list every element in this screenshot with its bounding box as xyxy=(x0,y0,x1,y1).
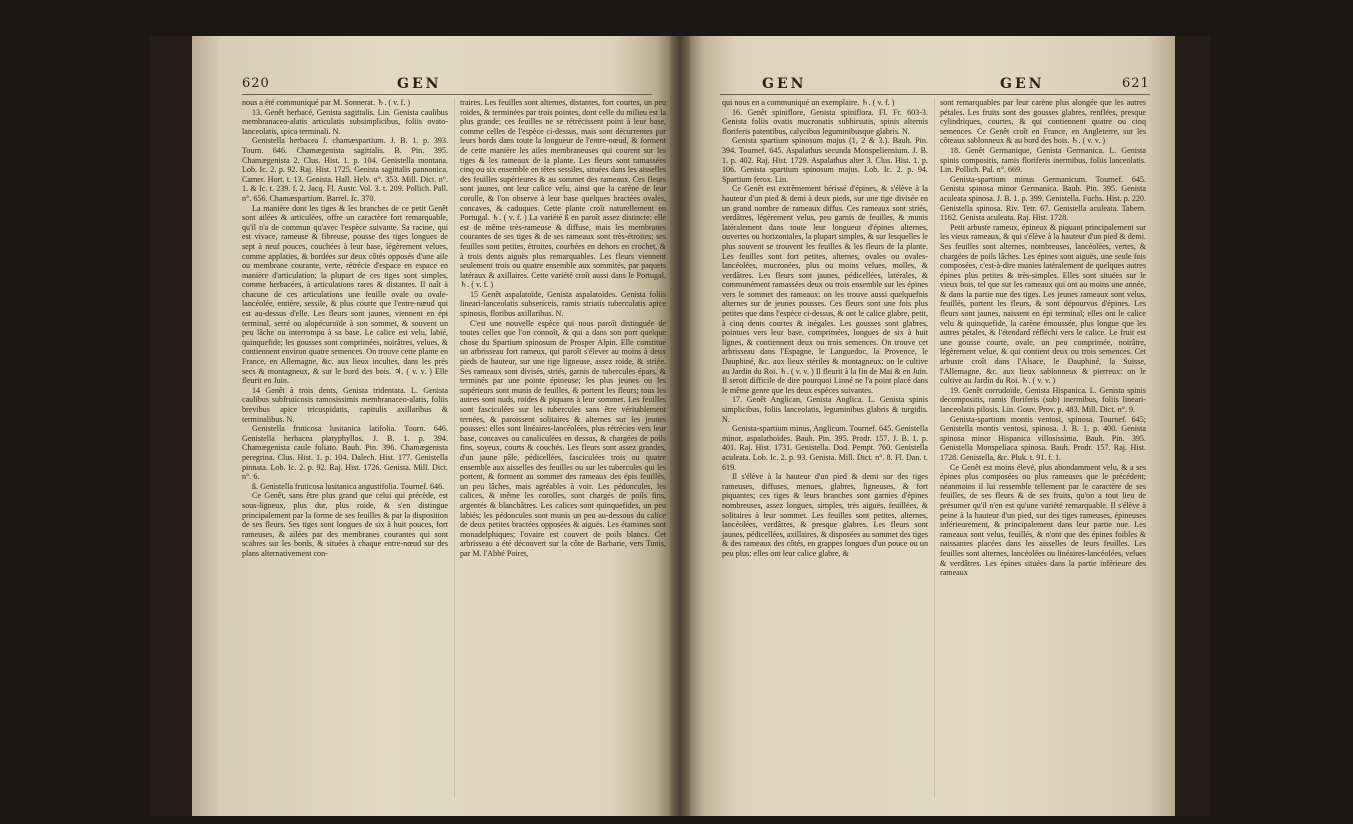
column-divider xyxy=(454,98,455,798)
paragraph: Il s'élève à la hauteur d'un pied & demi sur des tiges rameuses, diffuses, menues, glabres, ligneuses, & fort piquantes; ces tiges & leurs branches sont garnies d'épines nombreuses, assez longues, simples, très aiguës, feuillées, & solitaires à leur sommet. Les feuilles sont petites, alternes, lancéolées, verdâtres, & presque glabres. Les fleurs sont jaunes, pédicellées, axillaires, & disposées au sommet des tiges & des rameaux des côtés, en grappes longues d'un pouce ou un peu plus: elles ont leur calice glabre, & xyxy=(722,472,928,558)
paragraph: Genista-spartium minus Germanicum. Tournef. 645. Genista spinosa minor Germanica. Bauh. Pin. 395. Genista aculeata spinosa. J. B. 1. p. 399. Genistella. Fuchs. Hist. p. 220. Genistella spinosa. Riv. Tetr. 67. Genistella aculeata. Tabern. 1162. Genista aculeata. Raj. Hist. 1728. xyxy=(940,174,1146,223)
right-column-2 xyxy=(940,98,1146,578)
column-divider xyxy=(934,98,935,798)
paragraph: traires. Les feuilles sont alternes, distantes, fort courtes, un peu roides, & terminées par trois pointes, dont celle du milieu est la plus grande; ces feuilles ne se rétrécissent point à leur base, comme celles de l'espèce ci-dessus, mais sont décurrentes par leurs bords dans toute la longueur de l'entre-nœud, & forment de cette manière les ailes membraneuses qui courent sur les tiges & les rameaux de la plante. Les fleurs sont ramassées cinq ou six ensemble en têtes sessiles, situées dans les aisselles des feuilles supérieures & au sommet des rameaux. Ces fleurs sont jaunes, ont leur calice velu, ainsi que la carène de leur corolle, & l'on observe à leur base quelques bractées ovales, concaves, & caduques. Cette plante croît naturellement en Portugal. ♄. ( v. f. ) La variété ß en paroît assez distincte: elle est de même très-rameuse & diffuse, mais les membranes courantes de ses tiges & de ses rameaux sont très-étroites; ses feuilles sont petites, étroites, courbées en dehors en crochet, & à trois dents aiguës plus remarquables. Les fleurs viennent seulement trois ou quatre ensemble aux sommités, par paquets latéraux & axillaires. Cette variété croît aussi dans le Portugal. ♄. ( v. f. ) xyxy=(460,98,666,290)
paragraph: La manière dont les tiges & les branches de ce petit Genêt sont ailées & articulées, offre un caractère fort remarquable, qu'il n'a de commun qu'avec l'espèce suivante. Sa racine, qui est vivace, rameuse & fibreuse, pousse des tiges longues de sept à neuf pouces, couchées à leur base, légèrement velues, comme applaties, & bordées sur deux côtés opposés d'une aile ou membrane courante, verte, rétrécie d'espace en espace en manière d'articulation; la plupart de ces tiges sont simples, comme herbacées, à articulations rares & distantes. Il naît à chacune de ces articulations une feuille ovale ou ovale-lancéolée, entière, sessile, & plus courte que l'entre-nœud qui est au-dessus d'elle. Les fleurs sont jaunes, viennent en épi terminal, serré ou alopécuroïde à son sommet, & souvent un peu lâche ou interrompu à sa base. Le calice est velu, labié, quinquefide; les gousses sont comprimées, noirâtres, velues, & contiennent environ quatre semences. On trouve cette plante en France, en Allemagne, &c. aux lieux incultes, dans les prés secs & montagneux, & sur le bord des bois. ♃. ( v. v. ) Elle fleurit en Juin. xyxy=(242,203,448,386)
paragraph: Genista spartium spinosum majus (1, 2 & 3.). Bauh. Pin. 394. Tournef. 645. Aspalathus secunda Monspeliensium. J. B. 1. p. 402. Raj. Hist. 1729. Aspalathus alter 3. Clus. Hist. 1. p. 106. Genista spartium spinosum majus. Lob. Ic. 2. p. 94. Spartium ferox. Lin. xyxy=(722,136,928,184)
paragraph: 16. Genêt spiniflore, Genista spiniflora. Fl. Fr. 603-3. Genista foliis ovatis mucronatis subhirsutis, spinis alternis floriferis patentibus, calycibus leguminibusque glabris. N. xyxy=(722,107,928,136)
paragraph: qui nous en a communiqué un exemplaire. ♄. ( v. f. ) xyxy=(722,98,895,107)
paragraph: ß. Genistella fruticosa lusitanica angustifolia. Tournef. 646. xyxy=(252,481,445,491)
paragraph: Genistella fruticosa lusitanica latifolia. Tourn. 646. Genistella herbacea platyphyllos. J. B. 1. p. 394. Chamægenista caule foliato. Bauh. Pin. 396. Chamægenista peregrina. Clus. Hist. 1. p. 104. Dalech. Hist. 177. Genistella pinnata. Lob. Ic. 2. p. 92. Raj. Hist. 1726. Genista. Mill. Dict. n°. 6. xyxy=(242,424,448,482)
left-page-number: 620 xyxy=(242,76,270,91)
left-page xyxy=(192,36,670,816)
right-running-head-1: GEN xyxy=(762,76,807,92)
paragraph: 18. Genêt Germanique, Genista Germanica. L. Genista spinis compositis, ramis floriferis inermibus, foliis lanceolatis. Lin. Pollich. Pal. n°. 669. xyxy=(940,145,1146,175)
header-rule xyxy=(720,94,1150,95)
open-book xyxy=(150,36,1210,816)
paragraph: 14 Genêt à trois dents, Genista tridentata. L. Genista caulibus subfruticosis ramosissimis membranaceo-alatis, foliis brevibus apice tricuspidatis, capitulis axillaribus & terminalibus. N. xyxy=(242,385,448,424)
right-running-head-2: GEN xyxy=(1000,76,1045,92)
book-gutter xyxy=(670,36,690,816)
paragraph: Genistella herbacea f. chamæspartium. J. B. 1. p. 393. Tourn. 646. Chamægenista sagittalis. B. Pin. 395. Chamægenista 2. Clus. Hist. 1. p. 104. Genistella montana. Lob. Ic. 2. p. 92. Raj. Hist. 1725. Genista sagittalis pannonica. Camer. Hort. t. 13. Genista. Hall. Helv. n°. 353. Mill. Dict. n°. 1. & Ic. t. 239. f. 2. Jacq. Fl. Austr. Vol. 3. t. 209. Pollich. Pall. n°. 656. Chamæspartium. Barrel. Ic. 370. xyxy=(242,136,448,203)
left-column-2 xyxy=(460,98,666,559)
paragraph: 19. Genêt corrudoïde, Genista Hispanica. L. Genista spinis decompositis, ramis floriferis (sub) inermibus, foliis lineari-lanceolatis pilosis. Lin. Gouv. Prov. p. 483. Mill. Dict. n°. 9. xyxy=(940,385,1146,414)
paragraph: nous a été communiqué par M. Sonnerat. ♄. ( v. f. ) xyxy=(242,98,411,107)
header-rule xyxy=(242,94,652,95)
paragraph: 15 Genêt aspalatoïde, Genista aspalatoïdes. Genista foliis lineari-lanceolatis subsericeis, ramis striatis tuberculatis apice spinosis, floribus axillaribus. N. xyxy=(460,289,666,319)
paragraph: Genista-spartium montis ventosi, spinosa. Tournef. 645; Genistella montis ventosi, spinosa. J. B. 1. p. 400. Genista spinosa minor Hispanica villosissima. Bauh. Pin. 395. Genistella Monspeliaca spinosa. Bauh. Prodr. 157. Raj. Hist. 1728. Genistella, &c. Pluk. t. 91. f. 1. xyxy=(940,414,1146,462)
left-column-1 xyxy=(242,98,448,559)
paragraph: 17. Genêt Anglican, Genista Anglica. L. Genista spinis simplicibus, foliis lanceolatis, leguminibus glabris & turgidis. N. xyxy=(722,395,928,424)
paragraph: Ce Genêt est extrêmement hérissé d'épines, & s'élève à la hauteur d'un pied & demi à deux pieds, sur une tige divisée en un grand nombre de rameaux diffus. Ces rameaux sont striés, verdâtres, légèrement velus, peu garnis de feuilles, & munis latéralement dans toute leur longueur d'épines alternes, ouvertes ou horizontales, la plupart simples, & sur lesquelles le plus souvent se trouvent les feuilles & les fleurs de la plante. Les feuilles sont fort petites, alternes, ovales ou ovales-lancéolées, mucronées, plus ou moins velues, molles, & verdâtres. Les fleurs sont jaunes, pédicellées, latérales, & communément ramassées deux ou trois ensemble sur les épines vers le sommet des rameaux: on les trouve aussi quelquefois alternes sur de jeunes pousses. Ces fleurs sont une fois plus petites que dans l'espèce ci-dessus, & ont le calice glabre, petit, à cinq dents courtes & inégales. Les gousses sont glabres, pointues vers leur base, comprimées, longues de six à huit lignes, & contiennent deux ou trois semences. On trouve cet arbrisseau dans l'Espagne, le Languedoc, la Provence, le Dauphiné, &c. aux lieux stériles & montagneux: on le cultive au Jardin du Roi. ♄. ( v. v. ) Il fleurit à la fin de Mai & en Juin. Il seroit difficile de dire pourquoi Linné ne l'a point placé dans le même genre que les deux espèces suivantes. xyxy=(722,184,928,395)
right-page-number: 621 xyxy=(1122,76,1150,91)
paragraph: Genista-spartium minus, Anglicum. Tournef. 645. Genistella minor, aspalathoïdes. Bauh. Pin. 395. Prodr. 157. J. B. 1. p. 401. Raj. Hist. 1731. Genistella. Dod. Pempt. 760. Genistella aculeata. Lob. Ic. 2. p. 93. Genista. Mill. Dict. n°. 8. Fl. Dan. t. 619. xyxy=(722,424,928,472)
right-column-1 xyxy=(722,98,928,559)
paragraph: Ce Genêt, sans être plus grand que celui qui précède, est sous-ligneux, plus dur, plus roide, & s'en distingue principalement par la forme de ses feuilles & par la disposition de ses fleurs. Ses tiges sont longues de six à huit pouces, fort rameuses, & ailées par des membranes courantes qui sont scabres sur les bords, & situées à chaque entre-nœud sur des plans alternativement con- xyxy=(242,491,448,558)
paragraph: sont remarquables par leur carène plus alongée que les autres pétales. Les fruits sont des gousses glabres, renflées, presque cylindriques, courtes, & qui contiennent quatre ou cinq semences. Ce Genêt croît en France, en Angleterre, sur les côteaux sablonneux & au bord des bois. ♄. ( v. v. ) xyxy=(940,98,1146,146)
paragraph: C'est une nouvelle espèce qui nous paroît distinguée de toutes celles que l'on connoît, & qui a dans son port quelque chose du Spartium spinosum de Prosper Alpin. Elle constitue un arbrisseau fort rameux, qui paroît s'élever au moins à deux pieds de hauteur, sur une tige ligneuse, assez roide, & striée. Ses rameaux sont divisés, striés, garnis de tubercules épars, & terminés par une pointe épineuse; les plus jeunes ou les supérieurs sont munis de feuilles, & portent les fleurs; tous les autres sont nuds, roides & piquans à leur sommet. Les feuilles sont fasciculées sur les tubercules sans être véritablement ternées, & paroissent solitaires & alternes sur les jeunes pousses: elles sont linéaires-lancéolées, plus rétrécies vers leur base, concaves ou canaliculées en dessus, & chargées de poils fins, soyeux, courts & couchés. Les fleurs sont assez grandes, d'un jaune pâle, pédicellées, fasciculées trois ou quatre ensemble aux aisselles des feuilles ou sur les tubercules qui les portent, & forment au sommet des rameaux des épis feuillés, un peu lâches, mais agréables à voir. Les pédoncules, les calices, & même les corolles, sont chargés de poils fins, argentés & blanchâtres. Les calices sont quinquefides, un peu labiés; les pédoncules sont munis un peu au-dessous du calice de deux petites bractées opposées & aiguës. Les étamines sont monadelphiques; l'ovaire est couvert de poils blancs. Cet arbrisseau a été découvert sur la côte de Barbarie, vers Tunis, par M. l'Abbé Poiret, xyxy=(460,318,666,558)
paragraph: Petit arbuste rameux, épineux & piquant principalement sur les vieux rameaux, & qui s'élève à la hauteur d'un pied & demi. Ses feuilles sont alternes, nombreuses, lancéolées, vertes, & chargées de poils lâches. Les épines sont aiguës, une seule fois composées, c'est-à-dire munies latéralement de quelques autres épines plus petites & très-simples. Elles sont situées sur le vieux bois, tel que sur les rameaux qui ont au moins une année, & dans la partie nue des tiges. Les jeunes rameaux sont velus, feuillés, portent les fleurs, & sont dépourvus d'épines. Les fleurs sont jaunes, naissent en épi terminal; elles ont le calice velu & quinquefide, la carène émoussée, plus longue que les autres pétales, & l'étendard réfléchi vers le calice. Le fruit est une gousse courte, ovale, un peu comprimée, noirâtre, légèrement velue, & qui contient deux ou trois semences. Cet arbuste croît dans l'Alsace, le Dauphiné, la Suisse, l'Allemagne, &c. aux lieux sablonneux & pierreux: on le cultive au Jardin du Roi. ♄. ( v. v. ) xyxy=(940,222,1146,386)
left-running-head: GEN xyxy=(397,76,442,92)
paragraph: Ce Genêt est moins élevé, plus abondamment velu, & a ses épines plus composées ou plus rameuses que le précédent; néanmoins il lui ressemble tellement par le caractère de ses feuilles, de ses fleurs & de ses fruits, qu'on a tout lieu de présumer qu'il n'en est qu'une variété remarquable. Il s'élève à peine à la hauteur d'un pied, sur des tiges rameuses, épineuses inférieurement, & principalement dans leur partie nue. Les rameaux sont velus, feuillés, & n'ont que des épines foibles & naissantes placées dans les aisselles de leurs feuilles. Les feuilles sont alternes, lancéolées ou linéaires-lancéolées, velues & verdâtres. Les épines situées dans la partie inférieure des rameaux xyxy=(940,462,1146,578)
right-page xyxy=(690,36,1175,816)
paragraph: 13. Genêt herbacé, Genista sagittalis. Lin. Genista caulibus membranaceo-alatis articulatis subsimplicibus, foliis ovato-lanceolatis, spica terminali. N. xyxy=(242,107,448,136)
